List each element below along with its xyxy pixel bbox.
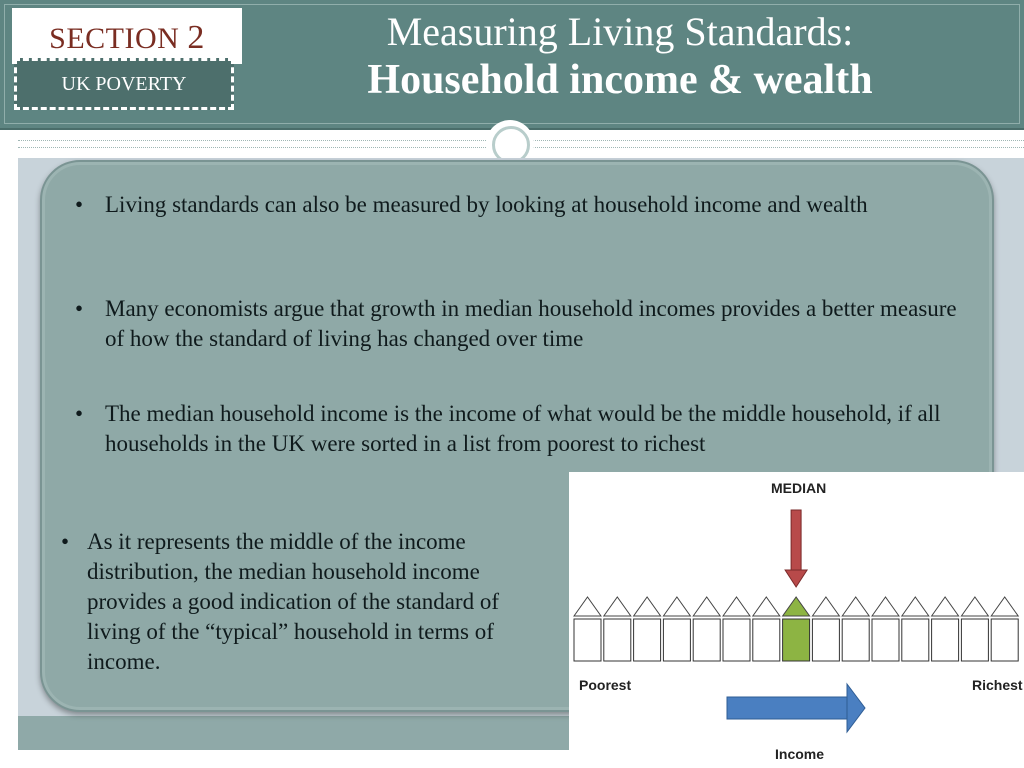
bullet-text: Living standards can also be measured by looking at household income and wealth (105, 192, 868, 217)
median-arrow-head-icon (785, 570, 807, 587)
median-income-diagram (569, 472, 1024, 768)
bullet-item (75, 190, 975, 220)
house (663, 619, 690, 661)
bullet-text: As it represents the middle of the income distribution, the median household income provides a good indication of the standard of living of the “typical” household in terms of income. (87, 529, 499, 674)
median-house (783, 619, 810, 661)
section-badge (14, 10, 240, 62)
median-arrow-shaft (791, 510, 801, 570)
house (634, 619, 661, 661)
house (723, 619, 750, 661)
house (932, 619, 959, 661)
house (902, 619, 929, 661)
section-subtitle: UK POVERTY (61, 73, 187, 95)
house (604, 619, 631, 661)
house (991, 619, 1018, 661)
house-roof (932, 597, 959, 616)
median-label: MEDIAN (771, 480, 827, 496)
house (753, 619, 780, 661)
bullet-item (75, 399, 975, 459)
house-roof (902, 597, 929, 616)
bullet-dot: • (75, 296, 84, 321)
house-roof (723, 597, 750, 616)
bullet-item (75, 294, 975, 354)
section-number: 2 (187, 19, 205, 56)
bullet-dot: • (75, 401, 84, 426)
house (574, 619, 601, 661)
bullet-text: The median household income is the income of what would be the middle household, if all households in the UK were sorted in a list from poorest to richest (105, 401, 941, 456)
poorest-label: Poorest (579, 677, 632, 693)
house-roof (753, 597, 780, 616)
bullet-text: Many economists argue that growth in median household incomes provides a better measure of how the standard of living has changed over time (105, 296, 957, 351)
house (812, 619, 839, 661)
bullet-dot: • (61, 529, 70, 554)
house-roof (812, 597, 839, 616)
bullet-item (61, 527, 557, 677)
house-roof (991, 597, 1018, 616)
house-roof (693, 597, 720, 616)
house-roof (574, 597, 601, 616)
house-roof (663, 597, 690, 616)
house-roof (872, 597, 899, 616)
median-house-roof (783, 597, 810, 616)
house-roof (604, 597, 631, 616)
slide-title: Measuring Living Standards: (386, 9, 854, 54)
slide-subtitle: Household income & wealth (367, 57, 873, 103)
house (872, 619, 899, 661)
income-arrow-head-icon (847, 684, 865, 732)
house (842, 619, 869, 661)
bullet-dot: • (75, 192, 84, 217)
house (961, 619, 988, 661)
house-roof (842, 597, 869, 616)
income-label: Income (775, 746, 825, 762)
house-roof (961, 597, 988, 616)
income-arrow-shaft (727, 697, 847, 719)
section-word: SECTION (49, 22, 180, 55)
section-label (17, 19, 237, 57)
richest-label: Richest (972, 677, 1023, 693)
house-roof (634, 597, 661, 616)
house (693, 619, 720, 661)
section-subtitle-badge (14, 58, 234, 110)
diagram-canvas (569, 472, 1024, 768)
